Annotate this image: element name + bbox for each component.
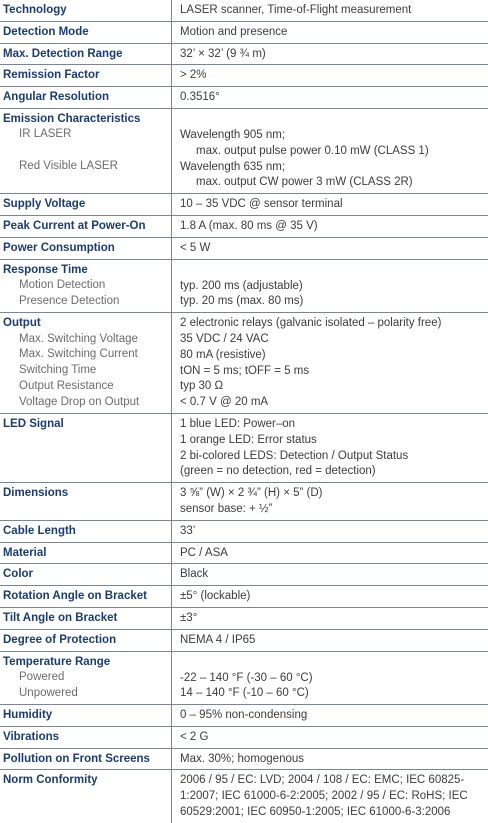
value-cell	[172, 22, 488, 43]
value-line: Wavelength 635 nm;	[180, 160, 286, 173]
value-cell	[172, 260, 488, 313]
value-line: 33’	[180, 524, 196, 537]
value-line: Black	[180, 568, 209, 581]
spec-row	[0, 483, 488, 521]
spec-row	[0, 749, 488, 771]
value-line: 1.8 A (max. 80 ms @ 35 V)	[180, 219, 318, 232]
parameter-label: LED Signal	[3, 417, 64, 430]
parameter-cell	[0, 652, 172, 705]
spec-row	[0, 564, 488, 586]
value-line: typ 30 Ω	[180, 380, 224, 393]
spec-row	[0, 22, 488, 44]
parameter-cell	[0, 705, 172, 726]
value-cell	[172, 65, 488, 86]
spec-row	[0, 65, 488, 87]
value-line: 2006 / 95 / EC: LVD; 2004 / 108 / EC: EMC; IEC 60825-	[180, 774, 465, 787]
parameter-cell	[0, 483, 172, 520]
value-cell	[172, 543, 488, 564]
parameter-cell	[0, 313, 172, 413]
value-cell	[172, 194, 488, 215]
value-cell	[172, 0, 488, 21]
sub-parameter-label: Switching Time	[19, 364, 97, 377]
parameter-cell	[0, 0, 172, 21]
sub-parameter-label: Max. Switching Voltage	[19, 332, 138, 345]
parameter-cell	[0, 109, 172, 193]
value-cell	[172, 521, 488, 542]
value-line: Motion and presence	[180, 25, 288, 38]
parameter-cell	[0, 87, 172, 108]
parameter-cell	[0, 65, 172, 86]
parameter-cell	[0, 238, 172, 259]
sub-parameter-label: Max. Switching Current	[19, 348, 138, 361]
spec-row	[0, 521, 488, 543]
value-line: NEMA 4 / IP65	[180, 633, 256, 646]
spec-row	[0, 216, 488, 238]
value-cell	[172, 313, 488, 413]
value-cell	[172, 770, 488, 822]
value-line: < 2 G	[180, 730, 209, 743]
parameter-label: Pollution on Front Screens	[3, 752, 150, 765]
value-cell	[172, 652, 488, 705]
spec-row	[0, 727, 488, 749]
value-line: tON = 5 ms; tOFF = 5 ms	[180, 364, 310, 377]
spec-row	[0, 770, 488, 822]
sub-parameter-label: Voltage Drop on Output	[19, 395, 140, 408]
spec-row	[0, 586, 488, 608]
parameter-label: Power Consumption	[3, 241, 115, 254]
spec-row	[0, 109, 488, 194]
parameter-cell	[0, 564, 172, 585]
sub-parameter-label: Unpowered	[19, 686, 78, 699]
sub-parameter-label: Red Visible LASER	[19, 160, 118, 173]
value-cell	[172, 749, 488, 770]
parameter-label: Vibrations	[3, 730, 60, 743]
value-cell	[172, 586, 488, 607]
value-line: 1 orange LED: Error status	[180, 433, 317, 446]
parameter-label: Angular Resolution	[3, 91, 110, 104]
parameter-cell	[0, 727, 172, 748]
spec-row	[0, 260, 488, 314]
value-cell	[172, 630, 488, 651]
parameter-cell	[0, 770, 172, 822]
value-line: max. output pulse power 0.10 mW (CLASS 1)	[196, 144, 429, 157]
parameter-label: Degree of Protection	[3, 633, 117, 646]
parameter-label: Remission Factor	[3, 69, 100, 82]
value-line: < 0.7 V @ 20 mA	[180, 396, 269, 409]
value-line: Max. 30%; homogenous	[180, 752, 305, 765]
sub-parameter-label: Powered	[19, 671, 65, 683]
value-line: 1 blue LED: Power–on	[180, 417, 296, 430]
spec-row	[0, 87, 488, 109]
value-line: 2 electronic relays (galvanic isolated – polarity free)	[180, 317, 442, 330]
parameter-label: Rotation Angle on Bracket	[3, 590, 147, 603]
value-line: 14 – 140 °F (-10 – 60 °C)	[180, 687, 309, 700]
spec-row	[0, 238, 488, 260]
value-cell	[172, 483, 488, 520]
value-line: 80 mA (resistive)	[180, 348, 266, 361]
parameter-label: Technology	[3, 4, 67, 16]
value-line: 0 – 95% non-condensing	[180, 709, 308, 722]
spec-row	[0, 705, 488, 727]
parameter-label: Temperature Range	[3, 655, 111, 668]
parameter-label: Response Time	[3, 263, 88, 276]
value-cell	[172, 109, 488, 193]
spec-row	[0, 0, 488, 22]
parameter-cell	[0, 630, 172, 651]
value-line: 0.3516°	[180, 91, 220, 104]
sub-parameter-label	[3, 143, 171, 159]
parameter-cell	[0, 194, 172, 215]
sub-parameter-label: Presence Detection	[19, 294, 120, 307]
value-line: 3 ⅝” (W) × 2 ¾” (H) × 5” (D)	[180, 487, 323, 500]
spec-row	[0, 608, 488, 630]
parameter-cell	[0, 608, 172, 629]
parameter-label: Humidity	[3, 709, 53, 722]
value-cell	[172, 608, 488, 629]
value-line: 10 – 35 VDC @ sensor terminal	[180, 198, 343, 211]
value-line: 60529:2001; IEC 60950-1:2005; IEC 61000-6-3:2006	[180, 806, 451, 819]
value-line: -22 – 140 °F (-30 – 60 °C)	[180, 671, 313, 684]
value-line: < 5 W	[180, 241, 211, 254]
parameter-label: Supply Voltage	[3, 198, 86, 211]
value-line: LASER scanner, Time-of-Flight measurement	[180, 4, 412, 16]
value-cell	[172, 216, 488, 237]
value-cell	[172, 44, 488, 65]
parameter-label: Dimensions	[3, 487, 69, 500]
spec-row	[0, 652, 488, 706]
value-line: max. output CW power 3 mW (CLASS 2R)	[196, 176, 413, 189]
parameter-label: Output	[3, 317, 41, 330]
value-line: 1:2007; IEC 61000-6-2:2005; 2002 / 95 / EC: RoHS; IEC	[180, 790, 468, 803]
value-line: ±3°	[180, 611, 198, 624]
parameter-cell	[0, 414, 172, 482]
parameter-label: Material	[3, 546, 47, 559]
spec-row	[0, 194, 488, 216]
spec-row	[0, 313, 488, 414]
parameter-label: Max. Detection Range	[3, 47, 123, 60]
value-line: PC / ASA	[180, 546, 228, 559]
parameter-label: Peak Current at Power-On	[3, 219, 146, 232]
parameter-cell	[0, 521, 172, 542]
value-line: 32’ × 32’ (9 ¾ m)	[180, 47, 266, 60]
parameter-label: Detection Mode	[3, 25, 89, 38]
parameter-cell	[0, 749, 172, 770]
parameter-cell	[0, 22, 172, 43]
value-line: 2 bi-colored LEDS: Detection / Output Status	[180, 449, 409, 462]
sub-parameter-label: Motion Detection	[19, 279, 106, 292]
sub-parameter-label	[3, 175, 171, 191]
parameter-label: Tilt Angle on Bracket	[3, 611, 118, 624]
parameter-label: Cable Length	[3, 524, 76, 537]
parameter-label: Emission Characteristics	[3, 112, 141, 125]
value-line: ±5° (lockable)	[180, 590, 251, 603]
value-cell	[172, 564, 488, 585]
value-cell	[172, 414, 488, 482]
parameter-label: Norm Conformity	[3, 774, 98, 787]
parameter-cell	[0, 543, 172, 564]
sub-parameter-label: Output Resistance	[19, 380, 114, 393]
value-line: typ. 20 ms (max. 80 ms)	[180, 295, 304, 308]
parameter-cell	[0, 586, 172, 607]
value-cell	[172, 727, 488, 748]
value-cell	[172, 87, 488, 108]
parameter-cell	[0, 216, 172, 237]
spec-row	[0, 44, 488, 66]
spec-row	[0, 630, 488, 652]
value-line: typ. 200 ms (adjustable)	[180, 279, 303, 292]
value-line: sensor base: + ½”	[180, 502, 273, 515]
value-line: 35 VDC / 24 VAC	[180, 332, 269, 345]
value-cell	[172, 238, 488, 259]
spec-row	[0, 543, 488, 565]
parameter-label: Color	[3, 568, 34, 581]
spec-row	[0, 414, 488, 483]
value-line: > 2%	[180, 69, 207, 82]
value-cell	[172, 705, 488, 726]
sub-parameter-label: IR LASER	[19, 128, 72, 141]
parameter-cell	[0, 260, 172, 313]
value-line: Wavelength 905 nm;	[180, 128, 286, 141]
value-line: (green = no detection, red = detection)	[180, 465, 376, 478]
parameter-cell	[0, 44, 172, 65]
